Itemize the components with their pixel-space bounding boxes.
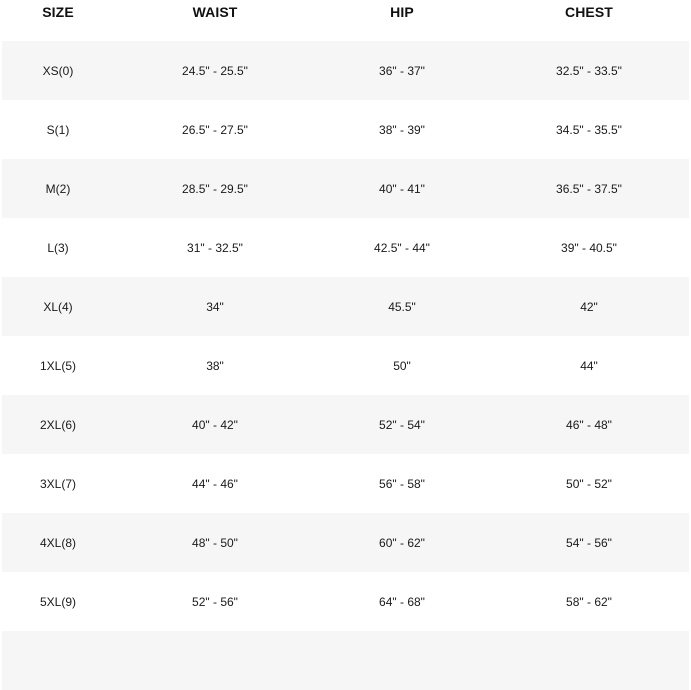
size-cell: 5XL(9): [39, 594, 77, 609]
table-row: [2, 41, 689, 100]
header-size: SIZE: [42, 4, 74, 20]
size-cell: S(1): [46, 122, 70, 137]
waist-cell: 26.5" - 27.5": [182, 122, 248, 137]
size-cell: 3XL(7): [39, 476, 77, 491]
waist-cell: 28.5" - 29.5": [182, 181, 248, 196]
waist-cell: 40" - 42": [192, 417, 238, 432]
chest-cell: 54" - 56": [566, 535, 612, 550]
chest-cell: 32.5" - 33.5": [556, 63, 622, 78]
waist-cell: 34": [206, 299, 224, 314]
table-row-partial: [2, 631, 689, 690]
size-cell: XL(4): [43, 299, 73, 314]
table-row: [2, 277, 689, 336]
hip-cell: 38" - 39": [379, 122, 425, 137]
hip-cell: 36" - 37": [379, 63, 425, 78]
waist-cell: 52" - 56": [192, 594, 238, 609]
hip-cell: 40" - 41": [379, 181, 425, 196]
hip-cell: 56" - 58": [379, 476, 425, 491]
waist-cell: 48" - 50": [192, 535, 238, 550]
chest-cell: 50" - 52": [566, 476, 612, 491]
hip-cell: 42.5" - 44": [374, 240, 430, 255]
hip-cell: 60" - 62": [379, 535, 425, 550]
waist-cell: 24.5" - 25.5": [182, 63, 248, 78]
chest-cell: 58" - 62": [566, 594, 612, 609]
chest-cell: 44": [580, 358, 598, 373]
chest-cell: 46" - 48": [566, 417, 612, 432]
table-row: [2, 100, 689, 159]
table-body: [2, 41, 689, 690]
table-row: [2, 513, 689, 572]
header-chest: CHEST: [565, 4, 613, 20]
size-cell: XS(0): [42, 63, 74, 78]
waist-cell: 44" - 46": [192, 476, 238, 491]
table-row: [2, 336, 689, 395]
chest-cell: 34.5" - 35.5": [556, 122, 622, 137]
hip-cell: 45.5": [388, 299, 416, 314]
size-cell: 4XL(8): [39, 535, 77, 550]
size-cell: 2XL(6): [39, 417, 77, 432]
table-row: [2, 159, 689, 218]
chest-cell: 39" - 40.5": [561, 240, 617, 255]
chest-cell: 36.5" - 37.5": [556, 181, 622, 196]
header-hip: HIP: [390, 4, 414, 20]
waist-cell: 31" - 32.5": [187, 240, 243, 255]
hip-cell: 64" - 68": [379, 594, 425, 609]
size-cell: 1XL(5): [39, 358, 77, 373]
hip-cell: 50": [393, 358, 411, 373]
table-header-row: [0, 0, 691, 41]
size-cell: L(3): [47, 240, 69, 255]
header-waist: WAIST: [192, 4, 238, 20]
table-row: [2, 454, 689, 513]
table-row: [2, 395, 689, 454]
hip-cell: 52" - 54": [379, 417, 425, 432]
table-row: [2, 218, 689, 277]
waist-cell: 38": [206, 358, 224, 373]
chest-cell: 42": [580, 299, 598, 314]
table-row: [2, 572, 689, 631]
size-cell: M(2): [45, 181, 71, 196]
